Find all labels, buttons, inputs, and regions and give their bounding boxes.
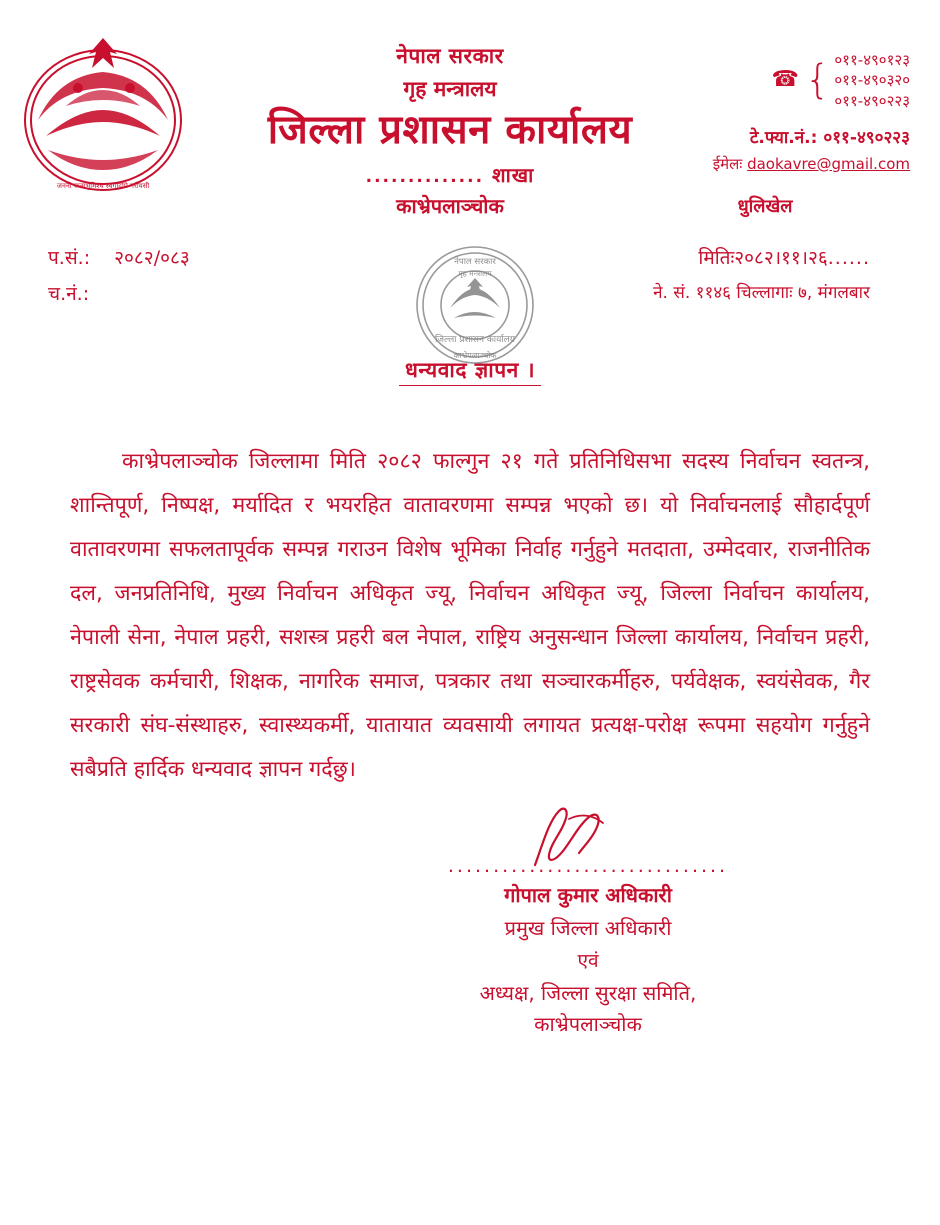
svg-text:नेपाल सरकार: नेपाल सरकार xyxy=(454,257,496,267)
signer-and: एवं xyxy=(577,949,599,972)
patra-label: प.सं.: xyxy=(48,247,91,269)
phone-number: ०११-४९०१२३ xyxy=(834,51,910,69)
office-title: जिल्ला प्रशासन कार्यालय xyxy=(267,107,633,153)
signature-block xyxy=(0,855,940,1037)
telephone-icon: ☎ xyxy=(771,67,799,93)
ministry-line: गृह मन्त्रालय xyxy=(403,77,497,101)
phone-numbers xyxy=(834,50,910,111)
chalani-label: च.नं.: xyxy=(48,283,90,306)
svg-text:जननी जन्मभूमिश्च स्वर्गादपि गर: जननी जन्मभूमिश्च स्वर्गादपि गरीयसी xyxy=(56,182,150,190)
branch-label: शाखा xyxy=(492,163,535,187)
patra-sankhya xyxy=(48,240,190,276)
nepal-government-emblem-icon xyxy=(18,28,188,203)
svg-text:जिल्ला प्रशासन कार्यालय: जिल्ला प्रशासन कार्यालय xyxy=(435,335,515,345)
signer-role: अध्यक्ष, जिल्ला सुरक्षा समिति, xyxy=(479,980,697,1005)
fax-line xyxy=(650,125,910,148)
email-line xyxy=(650,154,910,174)
date-line xyxy=(653,244,870,270)
phone-number: ०११-४९०२२३ xyxy=(834,91,910,110)
district-name: काभ्रेपलाञ्चोक xyxy=(396,194,504,218)
signature-text-group xyxy=(448,855,728,1037)
branch-dots: .............. xyxy=(365,167,485,187)
svg-text:गृह मन्त्रालय: गृह मन्त्रालय xyxy=(458,269,492,278)
phone-number: ०११-४९०३२० xyxy=(834,71,910,90)
fax-number: ०११-४९०२२३ xyxy=(823,127,910,148)
contact-block xyxy=(650,50,910,218)
office-heading xyxy=(200,42,700,219)
signature-dots: ............................... xyxy=(447,854,729,877)
letterhead xyxy=(0,0,940,240)
fax-label: टे.फ्या.नं.: xyxy=(749,127,818,148)
letter-body xyxy=(70,440,870,793)
subject-text: धन्यवाद ज्ञापन । xyxy=(399,358,541,386)
chalani-number xyxy=(48,276,190,312)
office-round-seal-icon xyxy=(400,230,550,380)
patra-value: २०८२/०८३ xyxy=(114,247,190,269)
government-line: नेपाल सरकार xyxy=(396,44,504,68)
date-block xyxy=(653,244,870,303)
signer-post: प्रमुख जिल्ला अधिकारी xyxy=(504,915,672,940)
reference-numbers xyxy=(48,240,190,312)
nepal-sambat-line: ने. सं. ११४६ चिल्लागाः ७, मंगलबार xyxy=(653,283,870,303)
date-value: २०८२।११।२६ xyxy=(734,247,828,269)
date-dots: ...... xyxy=(827,247,870,269)
phone-group xyxy=(650,50,910,111)
email-label: ईमेलः xyxy=(712,154,743,173)
date-label: मितिः xyxy=(698,247,735,269)
branch-line xyxy=(200,161,700,188)
brace-decoration: { xyxy=(804,57,831,104)
svg-text:काभ्रेपलाञ्चोक: काभ्रेपलाञ्चोक xyxy=(453,351,497,360)
body-paragraph: काभ्रेपलाञ्चोक जिल्लामा मिति २०८२ फाल्गुन २१ गते प्रतिनिधिसभा सदस्य निर्वाचन स्वतन्त्र, शान्तिपूर्ण, निष्पक्ष, मर्यादित र भयरहित वातावरणमा सम्पन्न भएको छ। यो निर्वाचनलाई सौहार्दपूर्ण वातावरणमा सफलतापूर्वक सम्पन्न गराउन विशेष भूमिका निर्वाह गर्नुहुने मतदाता, उम्मेदवार, राजनीतिक दल, जनप्रतिनिधि, मुख्य निर्वाचन अधिकृत ज्यू, निर्वाचन अधिकृत ज्यू, जिल्ला निर्वाचन कार्यालय, नेपाली सेना, नेपाल प्रहरी, सशस्त्र प्रहरी बल नेपाल, राष्ट्रिय अनुसन्धान जिल्ला कार्यालय, निर्वाचन प्रहरी, राष्ट्रसेवक कर्मचारी, शिक्षक, नागरिक समाज, पत्रकार तथा सञ्चारकर्मीहरु, पर्यवेक्षक, स्वयंसेवक, गैर सरकारी संघ-संस्थाहरु, स्वास्थ्यकर्मी, यातायात व्यवसायी लगायत प्रत्यक्ष-परोक्ष रूपमा सहयोग गर्नुहुने सबैप्रति हार्दिक धन्यवाद ज्ञापन गर्दछु। xyxy=(70,449,870,783)
signer-district: काभ्रेपलाञ्चोक xyxy=(534,1011,642,1036)
reference-row xyxy=(0,240,940,360)
email-address: daokavre@gmail.com xyxy=(747,154,910,173)
signer-name: गोपाल कुमार अधिकारी xyxy=(504,882,672,907)
office-place: धुलिखेल xyxy=(737,195,793,217)
